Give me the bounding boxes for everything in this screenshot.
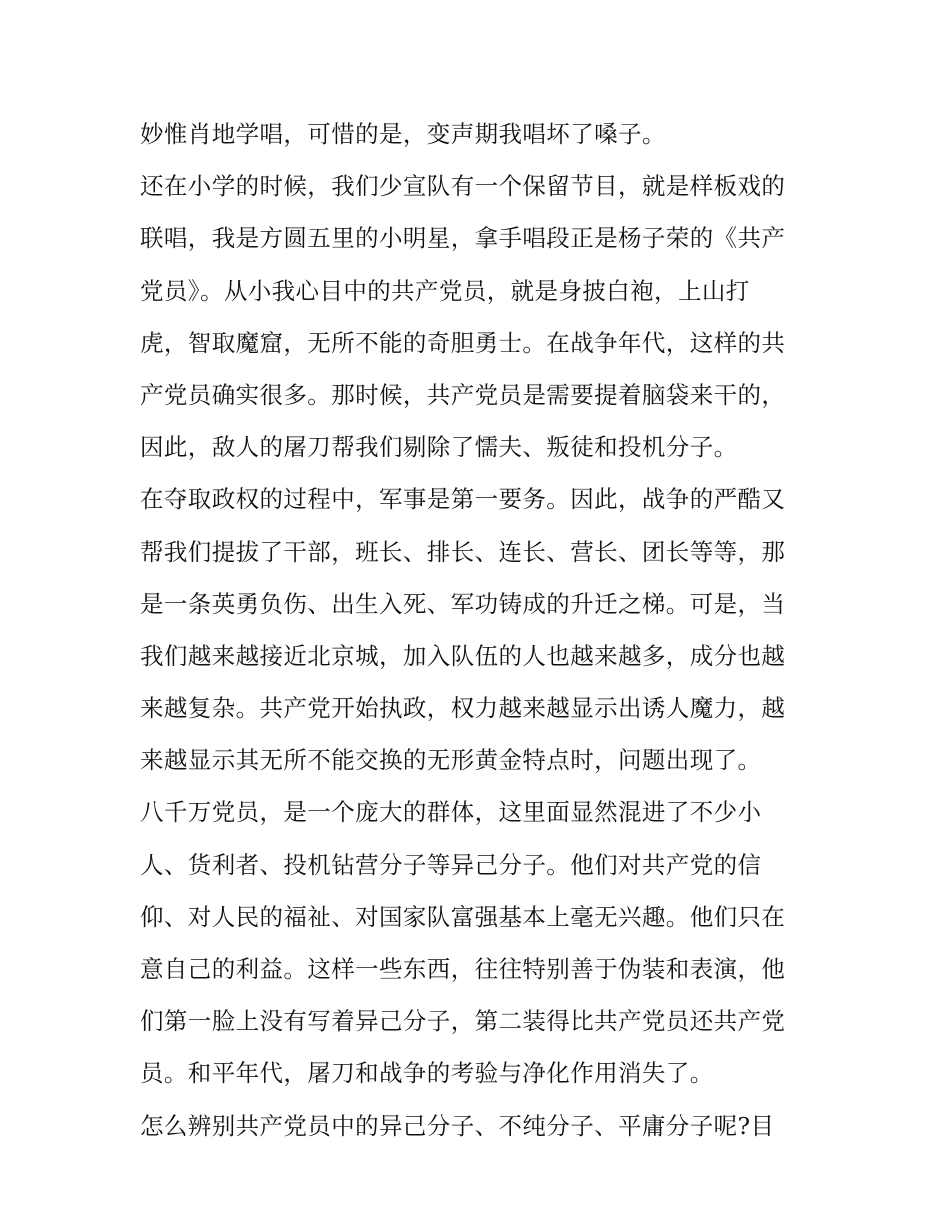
text-line: 仰、对人民的福祉、对国家队富强基本上毫无兴趣。他们只在 (140, 902, 786, 931)
document-body (140, 108, 820, 1152)
text-line: 来越复杂。共产党开始执政，权力越来越显示出诱人魔力，越 (140, 694, 786, 723)
text-line: 意自己的利益。这样一些东西，往往特别善于伪装和表演，他 (140, 955, 786, 983)
text-line: 党员》。从小我心目中的共产党员，就是身披白袍，上山打 (140, 276, 750, 305)
text-line: 怎么辨别共产党员中的异己分子、不纯分子、平庸分子呢?目 (140, 1111, 775, 1140)
text-line: 员。和平年代，屠刀和战争的考验与净化作用消失了。 (140, 1059, 714, 1088)
text-line: 帮我们提拔了干部，班长、排长、连长、营长、团长等等，那 (140, 537, 786, 566)
text-line: 在夺取政权的过程中，军事是第一要务。因此，战争的严酷又 (140, 485, 786, 514)
text-line: 们第一脸上没有写着异己分子，第二装得比共产党员还共产党 (140, 1007, 786, 1036)
text-line: 虎，智取魔窟，无所不能的奇胆勇士。在战争年代，这样的共 (140, 328, 786, 357)
text-line: 产党员确实很多。那时候，共产党员是需要提着脑袋来干的， (140, 380, 786, 409)
text-line: 还在小学的时候，我们少宣队有一个保留节目，就是样板戏的 (140, 172, 786, 201)
text-line: 因此，敌人的屠刀帮我们剔除了懦夫、叛徒和投机分子。 (140, 433, 738, 462)
text-line: 来越显示其无所不能交换的无形黄金特点时，问题出现了。 (140, 746, 762, 775)
text-line: 是一条英勇负伤、出生入死、军功铸成的升迁之梯。可是，当 (140, 589, 786, 618)
text-line: 妙惟肖地学唱，可惜的是，变声期我唱坏了嗓子。 (140, 120, 666, 148)
text-line: 人、货利者、投机钻营分子等异己分子。他们对共产党的信 (140, 850, 762, 879)
text-line: 联唱，我是方圆五里的小明星，拿手唱段正是杨子荣的《共产 (140, 224, 786, 253)
text-line: 我们越来越接近北京城，加入队伍的人也越来越多，成分也越 (140, 641, 786, 670)
text-line: 八千万党员，是一个庞大的群体，这里面显然混进了不少小 (140, 798, 762, 827)
